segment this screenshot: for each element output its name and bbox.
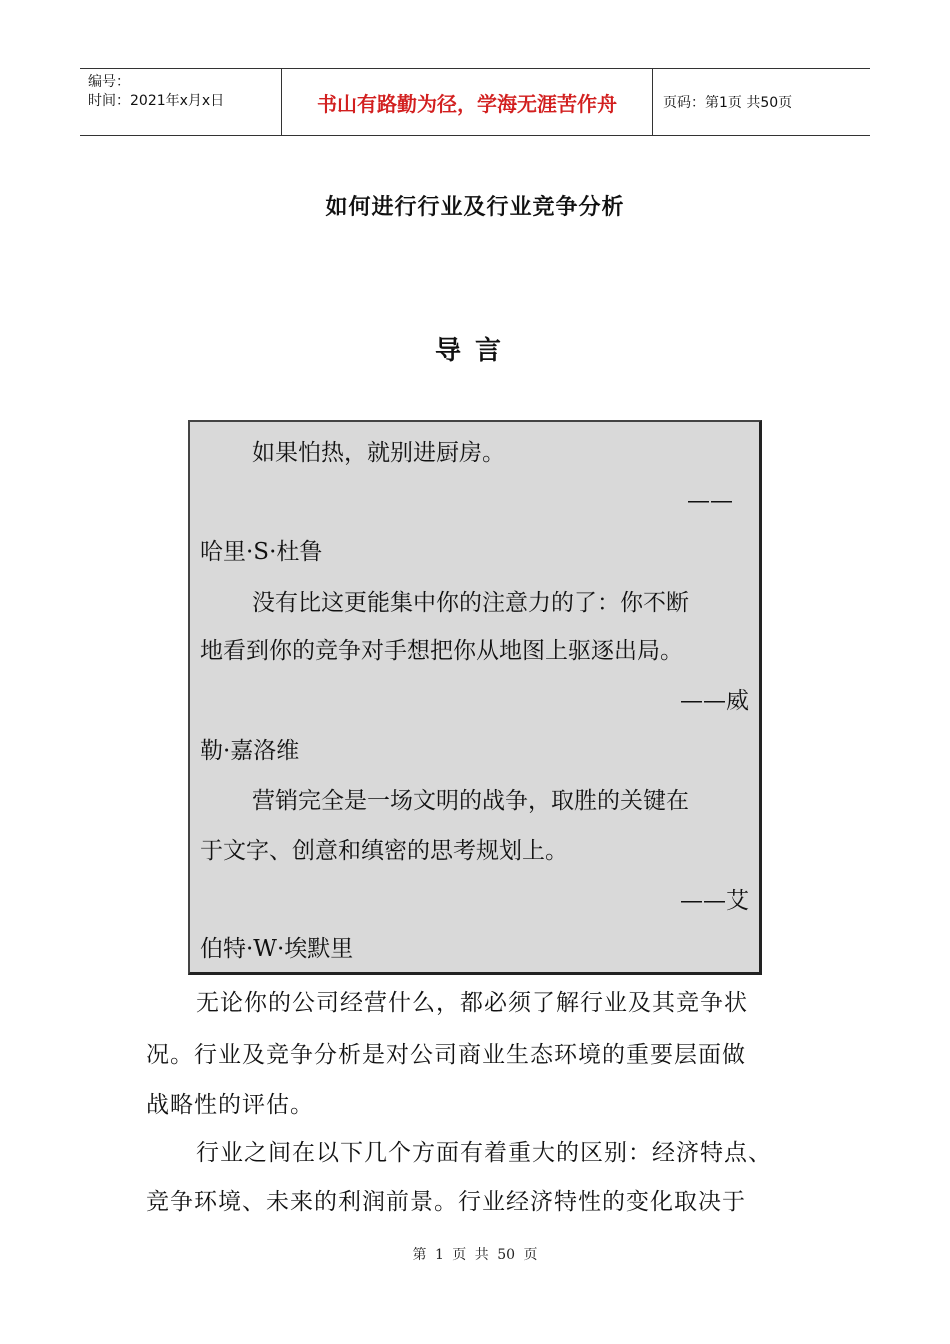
body-paragraph-line: 行业之间在以下几个方面有着重大的区别：经济特点、	[196, 1140, 772, 1166]
quote-author: 伯特·W·埃默里	[200, 936, 354, 962]
quote-line: 没有比这更能集中你的注意力的了：你不断	[252, 590, 689, 616]
quote-attribution-dash: ——	[687, 488, 733, 514]
body-paragraph-line: 战略性的评估。	[146, 1092, 314, 1118]
header-meta-cell	[80, 69, 282, 135]
quote-line: 营销完全是一场文明的战争，取胜的关键在	[252, 788, 689, 814]
body-paragraph-line: 况。行业及竞争分析是对公司商业生态环境的重要层面做	[146, 1042, 746, 1068]
page-footer: 第 1 页 共 50 页	[412, 1247, 538, 1263]
quote-attribution-dash: ——艾	[680, 888, 749, 914]
section-title: 导言	[434, 336, 515, 366]
quote-author: 勒·嘉洛维	[200, 738, 300, 764]
quote-line: 地看到你的竞争对手想把你从地图上驱逐出局。	[200, 638, 683, 664]
body-paragraph-line: 无论你的公司经营什么，都必须了解行业及其竞争状	[196, 990, 748, 1016]
header-motto: 书山有路勤为径，学海无涯苦作舟	[282, 69, 653, 135]
header-page-info: 页码：第1页 共50页	[663, 95, 793, 111]
quote-author: 哈里·S·杜鲁	[200, 539, 323, 565]
quote-line: 于文字、创意和缜密的思考规划上。	[200, 838, 568, 864]
quote-line: 如果怕热，就别进厨房。	[252, 440, 505, 466]
document-title: 如何进行行业及行业竞争分析	[325, 194, 625, 220]
quote-box	[188, 420, 762, 975]
date-label: 时间：2021年x月x日	[88, 93, 225, 109]
quote-attribution-dash: ——威	[680, 688, 749, 714]
serial-label: 编号：	[88, 74, 130, 90]
body-paragraph-line: 竞争环境、未来的利润前景。行业经济特性的变化取决于	[146, 1189, 746, 1215]
header-table	[80, 68, 870, 136]
